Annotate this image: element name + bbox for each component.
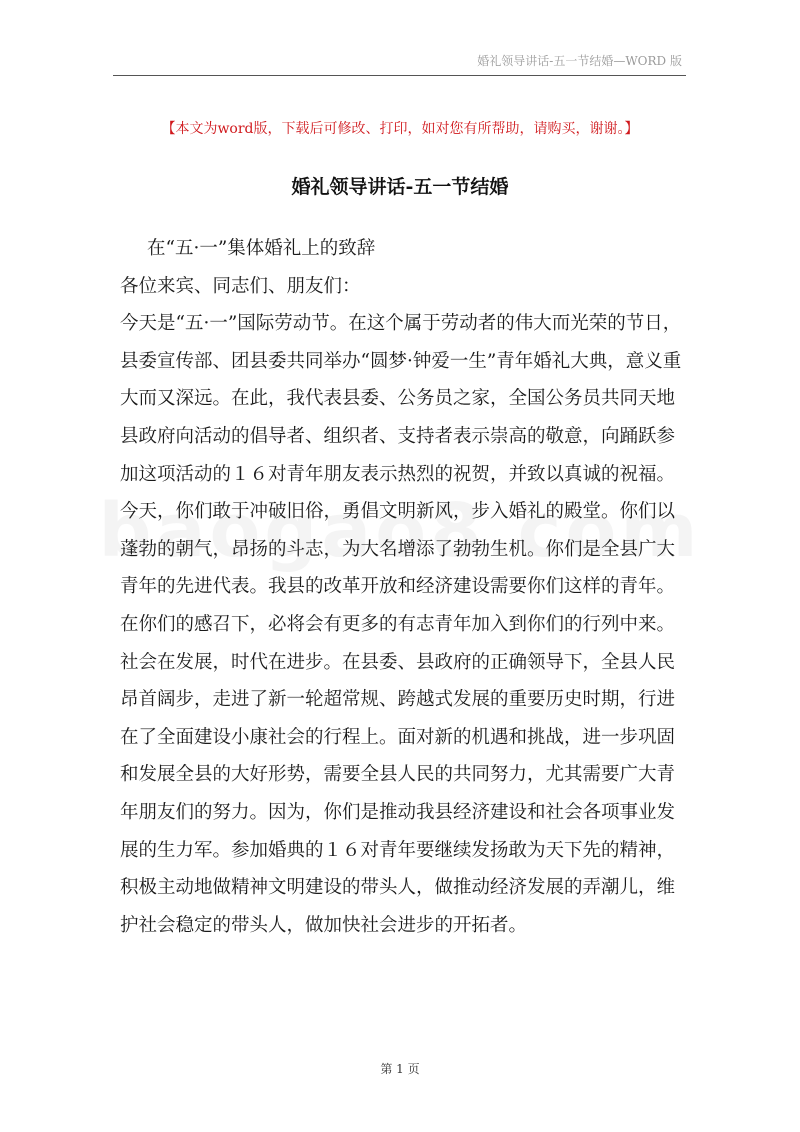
body-line: 积极主动地做精神文明建设的带头人，做推动经济发展的弄潮儿，维 bbox=[120, 877, 676, 899]
body-line: 社会在发展，时代在进步。在县委、县政府的正确领导下，全县人民 bbox=[120, 651, 676, 673]
page-number: 第 1 页 bbox=[380, 1062, 420, 1076]
body-line: 大而又深远。在此，我代表县委、公务员之家，全国公务员共同天地 bbox=[120, 388, 676, 410]
body-line: 今天，你们敢于冲破旧俗，勇倡文明新风，步入婚礼的殿堂。你们以 bbox=[120, 501, 676, 523]
body-line: 加这项活动的１６对青年朋友表示热烈的祝贺，并致以真诚的祝福。 bbox=[120, 463, 676, 485]
document-title: 婚礼领导讲话-五一节结婚 bbox=[291, 176, 509, 198]
body-line: 县委宣传部、团县委共同举办“圆梦·钟爱一生”青年婚礼大典，意义重 bbox=[120, 350, 682, 372]
body-line: 昂首阔步，走进了新一轮超常规、跨越式发展的重要历史时期，行进 bbox=[120, 689, 676, 711]
body-line: 在了全面建设小康社会的行程上。面对新的机遇和挑战，进一步巩固 bbox=[120, 726, 676, 748]
body-line: 展的生力军。参加婚典的１６对青年要继续发扬敢为天下先的精神， bbox=[120, 839, 676, 861]
header-divider bbox=[113, 75, 686, 76]
body-line: 蓬勃的朝气，昂扬的斗志，为大名增添了勃勃生机。你们是全县广大 bbox=[120, 538, 676, 560]
body-line: 护社会稳定的带头人，做加快社会进步的开拓者。 bbox=[120, 914, 528, 936]
body-line: 各位来宾、同志们、朋友们： bbox=[120, 275, 361, 297]
purchase-notice: 【本文为word版，下载后可修改、打印，如对您有所帮助，请购买，谢谢。】 bbox=[161, 121, 639, 137]
running-header: 婚礼领导讲话-五一节结婚—WORD 版 bbox=[477, 54, 682, 68]
body-line: 县政府向活动的倡导者、组织者、支持者表示崇高的敬意，向踊跃参 bbox=[120, 425, 676, 447]
body-line: 在“五·一”集体婚礼上的致辞 bbox=[147, 238, 376, 259]
document-body bbox=[120, 230, 700, 944]
body-line: 和发展全县的大好形势，需要全县人民的共同努力，尤其需要广大青 bbox=[120, 764, 676, 786]
body-line: 今天是“五·一”国际劳动节。在这个属于劳动者的伟大而光荣的节日， bbox=[120, 313, 682, 335]
body-line: 青年的先进代表。我县的改革开放和经济建设需要你们这样的青年。 bbox=[120, 576, 676, 598]
body-line: 在你们的感召下，必将会有更多的有志青年加入到你们的行列中来。 bbox=[120, 613, 676, 635]
body-line: 年朋友们的努力。因为，你们是推动我县经济建设和社会各项事业发 bbox=[120, 801, 676, 823]
